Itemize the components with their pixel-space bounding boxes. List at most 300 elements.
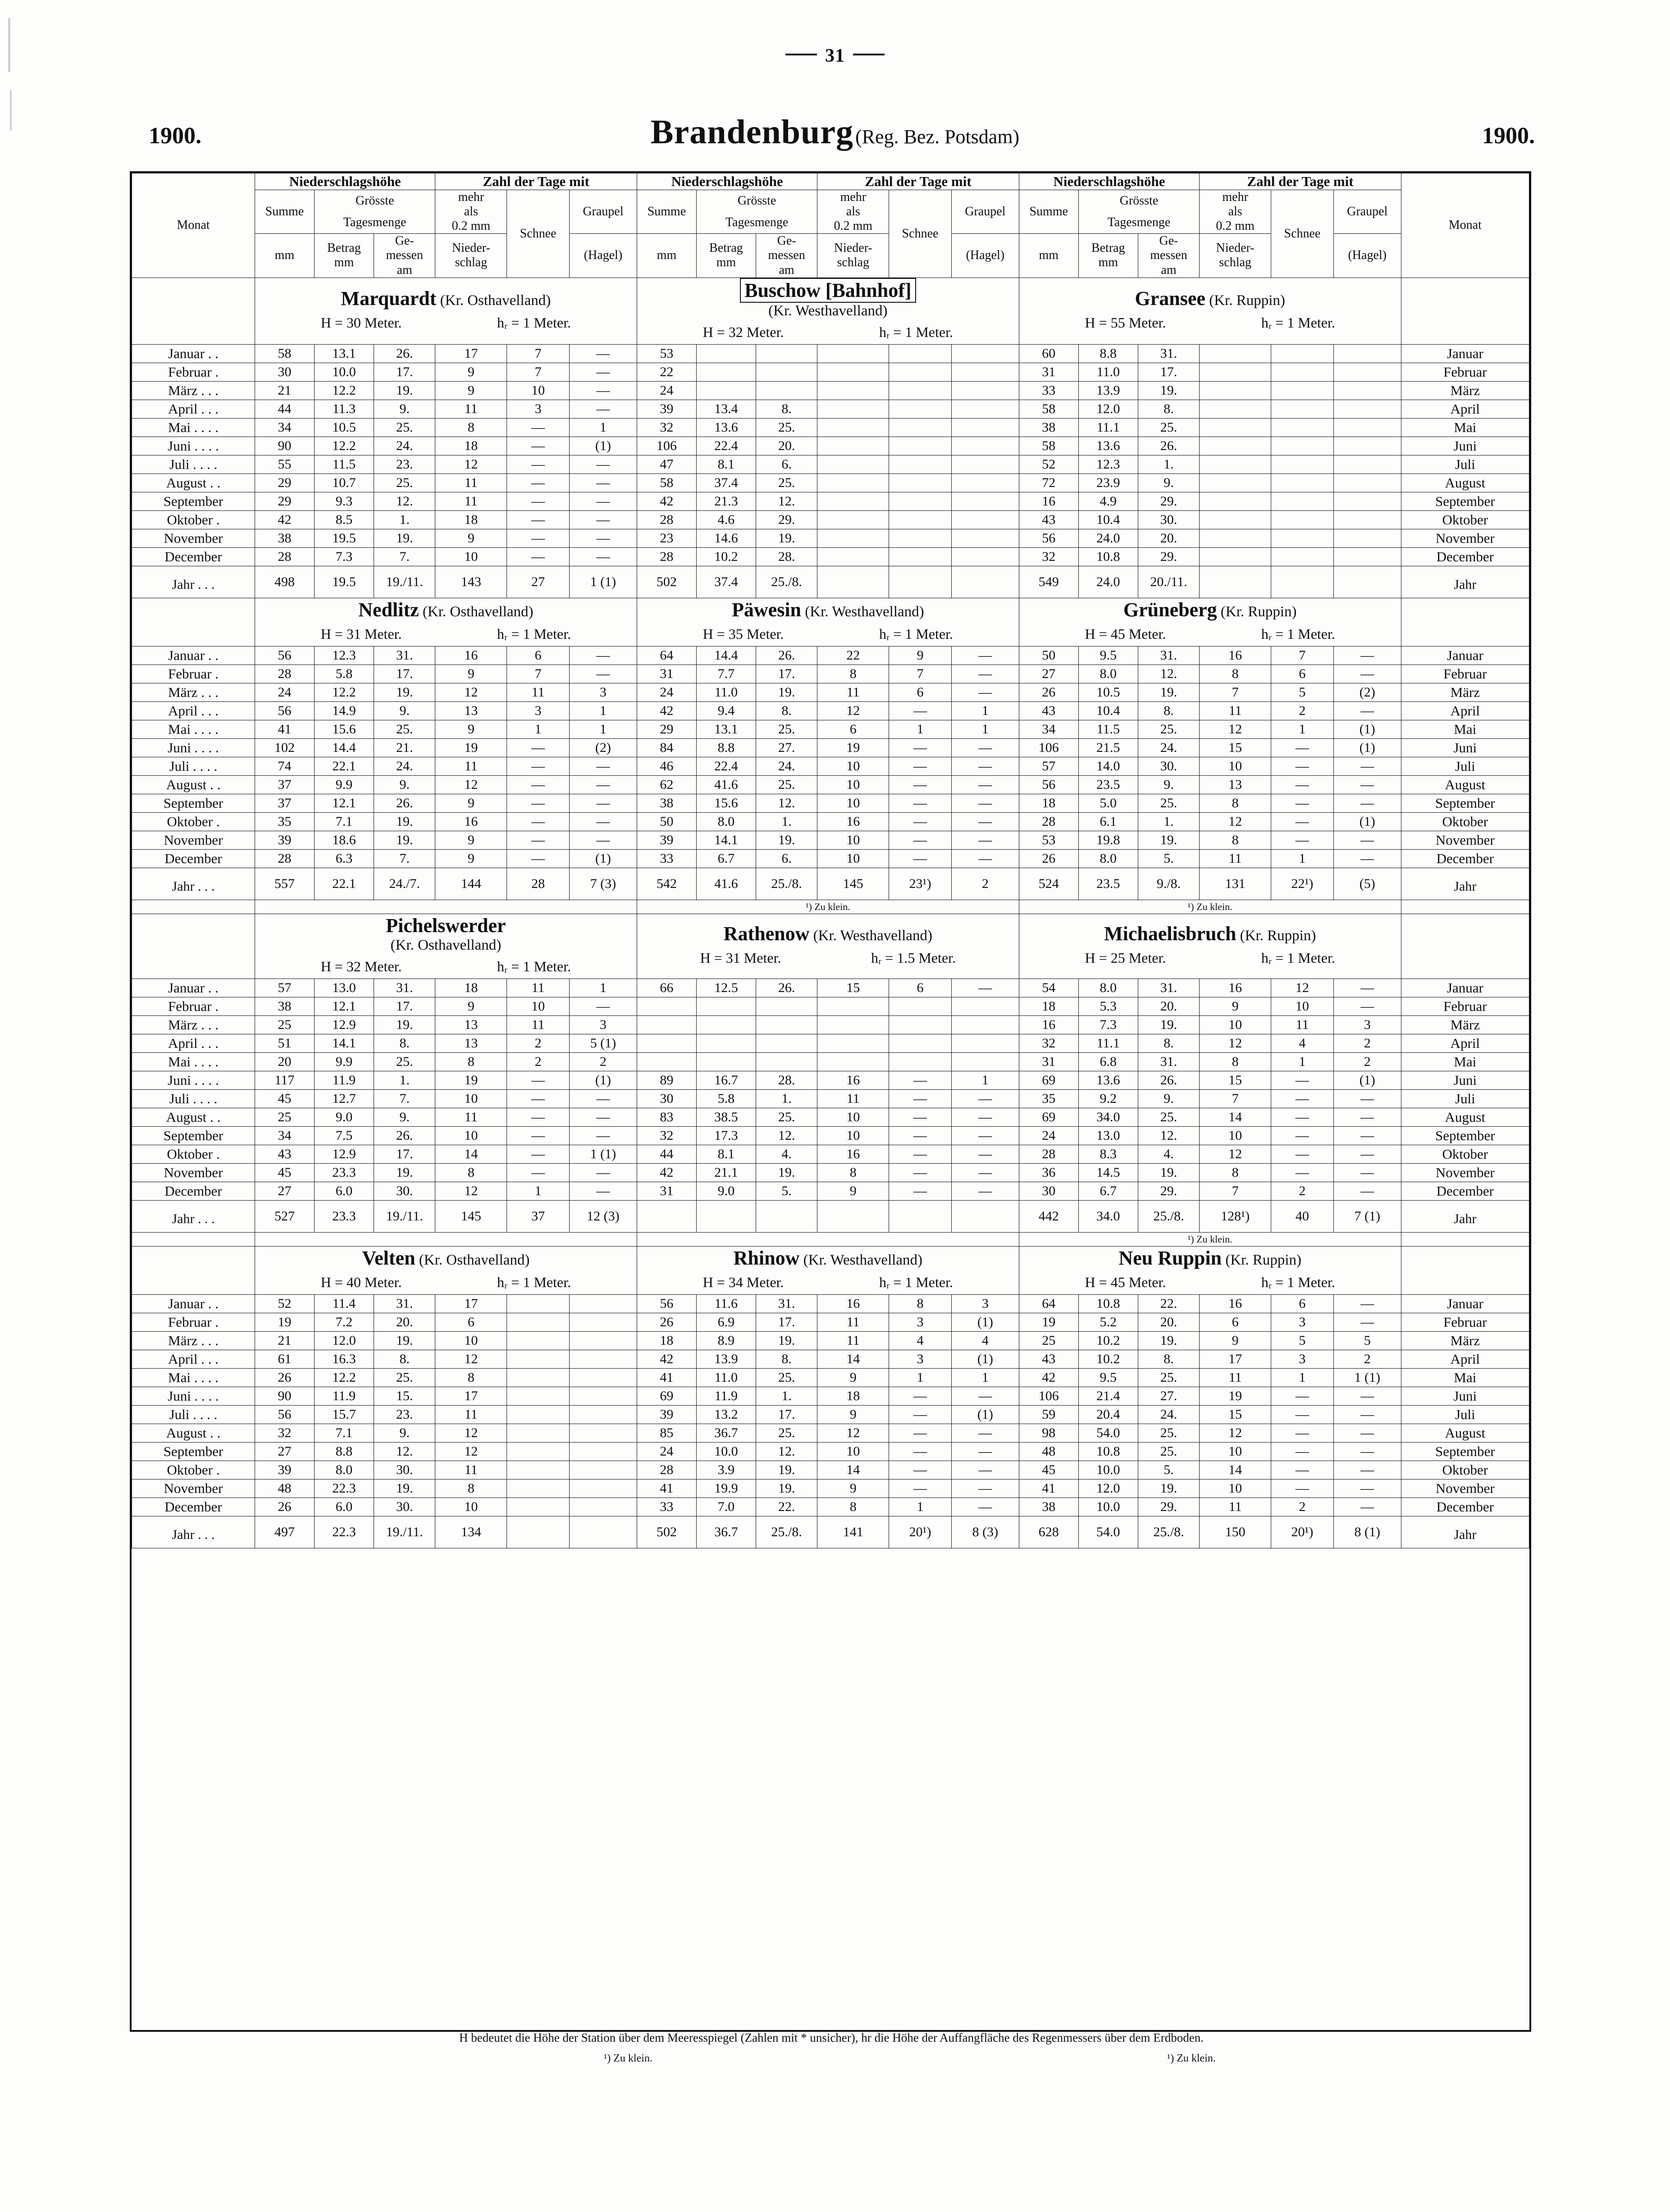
cell-s1-c1: 48 — [255, 1479, 314, 1497]
cell-s2-c3: 19. — [756, 1163, 817, 1182]
cell-s2-c3: 8. — [756, 400, 817, 418]
cell-s1-c1: 26 — [255, 1368, 314, 1387]
cell-s3-c3: 26. — [1138, 1071, 1199, 1089]
station-name-text: Rathenow — [723, 923, 810, 945]
cell-s1-c5: — — [507, 492, 570, 510]
header-betrag-3-label: Betrag — [1091, 241, 1125, 255]
cell-s3-c5: 11 — [1271, 1015, 1334, 1034]
station-altitude: H = 30 Meter. — [320, 314, 402, 331]
cell-s1-c4: 9 — [435, 720, 507, 738]
cell-s1-c3: 9. — [374, 1108, 435, 1126]
cell-s2-c4: 19 — [817, 738, 889, 757]
cell-s2-c6 — [951, 381, 1019, 400]
cell-s3-c6: — — [1333, 1497, 1401, 1516]
header-niederschlag-2 — [817, 234, 889, 278]
station-header-1 — [255, 278, 637, 344]
cell-s1-c1: 29 — [255, 473, 314, 492]
cell-s1-c6: 3 — [569, 683, 637, 701]
cell-s1-c5: 2 — [507, 1052, 570, 1071]
station-header-1 — [255, 914, 637, 979]
cell-s2-c5: — — [889, 1163, 952, 1182]
cell-s2-c3: 28. — [756, 1071, 817, 1089]
cell-s1-c2: 12.2 — [314, 437, 374, 455]
cell-s1-c6: (1) — [569, 849, 637, 868]
station-district: (Kr. Ruppin) — [1217, 603, 1297, 620]
cell-s1-c4: 18 — [435, 510, 507, 529]
header-summe-2: Summe — [637, 190, 696, 234]
header-mehr-3: mehr — [1222, 190, 1248, 204]
cell-s1-c3: 19. — [374, 683, 435, 701]
cell-s2-c4: 10 — [817, 794, 889, 812]
cell-s2-c1 — [637, 1052, 696, 1071]
cell-s2-c6: — — [951, 1182, 1019, 1200]
cell-s1-c6 — [569, 1313, 637, 1331]
cell-s2-c1: 56 — [637, 1294, 696, 1313]
cell-s3-c2: 23.9 — [1078, 473, 1138, 492]
year-cell-s2-c1: 542 — [637, 868, 696, 900]
cell-s1-c5: 7 — [507, 665, 570, 683]
header-mehr-als-3 — [1200, 190, 1271, 234]
cell-s3-c5: — — [1271, 1108, 1334, 1126]
cell-s1-c2: 10.0 — [314, 363, 374, 381]
year-cell-s3-c4 — [1200, 566, 1271, 598]
cell-s1-c1: 29 — [255, 492, 314, 510]
region-name: (Reg. Bez. Potsdam) — [855, 126, 1020, 148]
table-row — [132, 1497, 1529, 1516]
cell-s2-c2: 38.5 — [696, 1108, 756, 1126]
month-label-left: August . . — [132, 1424, 255, 1442]
cell-s3-c2: 24.0 — [1078, 529, 1138, 547]
cell-s2-c4 — [817, 492, 889, 510]
cell-s2-c6 — [951, 1034, 1019, 1052]
year-cell-s3-c2: 23.5 — [1078, 868, 1138, 900]
cell-s1-c2: 22.3 — [314, 1479, 374, 1497]
month-label-right: Juli — [1401, 1405, 1529, 1424]
station-header-3 — [1019, 914, 1401, 979]
cell-s3-c6: — — [1333, 1145, 1401, 1163]
cell-s3-c5: — — [1271, 812, 1334, 831]
header-mm-3 — [1019, 234, 1078, 278]
cell-s2-c1: 31 — [637, 1182, 696, 1200]
footnote-row — [132, 1232, 1529, 1246]
cell-s3-c2: 10.0 — [1078, 1497, 1138, 1516]
cell-s3-c4: 8 — [1200, 665, 1271, 683]
header-als-1: als — [464, 204, 478, 218]
cell-s2-c6: — — [951, 812, 1019, 831]
month-label-left: April . . . — [132, 1034, 255, 1052]
cell-s3-c2: 10.0 — [1078, 1461, 1138, 1479]
cell-s2-c2: 14.4 — [696, 646, 756, 665]
cell-s1-c4: 11 — [435, 492, 507, 510]
cell-s3-c5: — — [1271, 1071, 1334, 1089]
title-row-month-spacer — [132, 1246, 255, 1294]
month-label-right: März — [1401, 1331, 1529, 1350]
month-label-right: März — [1401, 1015, 1529, 1034]
cell-s3-c3: 25. — [1138, 1442, 1199, 1461]
month-label-left: September — [132, 1442, 255, 1461]
cell-s1-c4: 19 — [435, 1071, 507, 1089]
cell-s3-c5 — [1271, 437, 1334, 455]
cell-s2-c5 — [889, 1015, 952, 1034]
cell-s1-c6: — — [569, 997, 637, 1015]
cell-s1-c1: 24 — [255, 683, 314, 701]
title-row-month-spacer — [132, 278, 255, 344]
cell-s3-c2: 10.8 — [1078, 547, 1138, 566]
cell-s2-c6 — [951, 344, 1019, 363]
month-label-right: Januar — [1401, 646, 1529, 665]
cell-s1-c6: — — [569, 492, 637, 510]
cell-s1-c6: — — [569, 1089, 637, 1108]
cell-s1-c3: 17. — [374, 665, 435, 683]
month-label-right: December — [1401, 849, 1529, 868]
station-name — [637, 922, 1019, 945]
cell-s3-c4: 7 — [1200, 1182, 1271, 1200]
cell-s1-c4: 10 — [435, 547, 507, 566]
station-name-text: Velten — [362, 1247, 415, 1269]
cell-s3-c4: 12 — [1200, 812, 1271, 831]
footnote-spacer-right — [1401, 1232, 1529, 1246]
cell-s3-c5: — — [1271, 794, 1334, 812]
cell-s2-c5: 1 — [889, 1368, 952, 1387]
cell-s2-c4: 11 — [817, 1313, 889, 1331]
cell-s3-c2: 9.5 — [1078, 646, 1138, 665]
cell-s1-c1: 30 — [255, 363, 314, 381]
cell-s2-c5: — — [889, 1145, 952, 1163]
station-name — [1019, 287, 1401, 310]
footer-note: H bedeutet die Höhe der Station über dem Meeresspiegel (Zahlen mit * unsicher), hr die Höhe der Auffangfläche des Regenmessers über dem Erdboden. — [459, 2031, 1204, 2044]
station-heights — [255, 1270, 637, 1294]
cell-s3-c2: 13.6 — [1078, 437, 1138, 455]
month-label-left: Juni . . . . — [132, 738, 255, 757]
cell-s2-c6 — [951, 400, 1019, 418]
cell-s1-c3: 19. — [374, 812, 435, 831]
header-graupel-3 — [1333, 190, 1401, 234]
cell-s3-c4: 11 — [1200, 849, 1271, 868]
cell-s3-c5: — — [1271, 1163, 1334, 1182]
station-altitude: H = 34 Meter. — [703, 1274, 784, 1290]
cell-s1-c5: — — [507, 437, 570, 455]
cell-s2-c4: 10 — [817, 1108, 889, 1126]
cell-s2-c1: 28 — [637, 547, 696, 566]
station-altitude: H = 25 Meter. — [1085, 950, 1166, 966]
header-betrag-1 — [314, 234, 374, 278]
cell-s2-c4 — [817, 400, 889, 418]
year-cell-s2-c1: 502 — [637, 1516, 696, 1548]
cell-s3-c1: 33 — [1019, 381, 1078, 400]
cell-s2-c1: 44 — [637, 1145, 696, 1163]
cell-s3-c2: 34.0 — [1078, 1108, 1138, 1126]
cell-s3-c5: — — [1271, 1387, 1334, 1405]
year-cell-s3-c6 — [1333, 566, 1401, 598]
year-cell-s2-c4: 145 — [817, 868, 889, 900]
cell-s3-c5: — — [1271, 1405, 1334, 1424]
cell-s1-c5: 7 — [507, 363, 570, 381]
cell-s3-c5: — — [1271, 1461, 1334, 1479]
cell-s1-c1: 45 — [255, 1163, 314, 1182]
year-cell-s1-c6: 1 (1) — [569, 566, 637, 598]
cell-s1-c2: 13.1 — [314, 344, 374, 363]
month-label-right: März — [1401, 683, 1529, 701]
table-row — [132, 849, 1529, 868]
year-cell-s1-c4: 143 — [435, 566, 507, 598]
station-altitude: H = 31 Meter. — [700, 950, 781, 966]
month-label-right: Februar — [1401, 665, 1529, 683]
cell-s2-c5: — — [889, 794, 952, 812]
cell-s2-c1: 22 — [637, 363, 696, 381]
year-cell-s3-c6: (5) — [1333, 868, 1401, 900]
cell-s3-c1: 31 — [1019, 363, 1078, 381]
cell-s1-c1: 25 — [255, 1015, 314, 1034]
cell-s2-c5: 3 — [889, 1350, 952, 1368]
table-row — [132, 1424, 1529, 1442]
cell-s2-c6: — — [951, 757, 1019, 775]
station-gauge-height: hᵣ = 1 Meter. — [879, 323, 953, 340]
month-label-right: Oktober — [1401, 1145, 1529, 1163]
year-label-right: Jahr — [1401, 1516, 1529, 1548]
cell-s3-c4: 7 — [1200, 1089, 1271, 1108]
cell-s1-c4: 12 — [435, 683, 507, 701]
station-gauge-height: hᵣ = 1 Meter. — [497, 625, 571, 642]
station-name — [1019, 598, 1401, 621]
table-row — [132, 775, 1529, 794]
cell-s3-c6: — — [1333, 701, 1401, 720]
cell-s3-c6: — — [1333, 849, 1401, 868]
year-cell-s2-c6 — [951, 566, 1019, 598]
cell-s3-c2: 10.2 — [1078, 1331, 1138, 1350]
cell-s1-c6 — [569, 1405, 637, 1424]
month-label-left: December — [132, 1497, 255, 1516]
year-cell-s1-c5: 37 — [507, 1200, 570, 1232]
table-row — [132, 720, 1529, 738]
cell-s1-c5 — [507, 1331, 570, 1350]
header-mm-3-label: mm — [1039, 248, 1059, 263]
cell-s1-c6 — [569, 1350, 637, 1368]
cell-s3-c5: 5 — [1271, 683, 1334, 701]
cell-s2-c1: 66 — [637, 979, 696, 997]
cell-s3-c6: 1 (1) — [1333, 1368, 1401, 1387]
cell-s3-c6: — — [1333, 1442, 1401, 1461]
cell-s2-c3: 25. — [756, 1368, 817, 1387]
header-betrag-3 — [1078, 234, 1138, 278]
cell-s3-c1: 28 — [1019, 1145, 1078, 1163]
year-total-row — [132, 868, 1529, 900]
year-left: 1900. — [149, 123, 201, 149]
cell-s1-c3: 21. — [374, 738, 435, 757]
footnote-spacer — [132, 1232, 255, 1246]
table-row — [132, 1126, 1529, 1145]
header-gemessen-1-am: am — [397, 263, 412, 277]
year-label-left: Jahr . . . — [132, 1200, 255, 1232]
cell-s3-c5: 2 — [1271, 701, 1334, 720]
cell-s3-c3: 9. — [1138, 775, 1199, 794]
station-heights — [1019, 310, 1401, 335]
cell-s3-c6: — — [1333, 646, 1401, 665]
cell-s3-c4: 14 — [1200, 1461, 1271, 1479]
header-betrag-2 — [696, 234, 756, 278]
cell-s1-c2: 11.4 — [314, 1294, 374, 1313]
cell-s2-c1: 28 — [637, 510, 696, 529]
year-cell-s1-c3: 19./11. — [374, 1200, 435, 1232]
month-label-right: April — [1401, 400, 1529, 418]
cell-s2-c2 — [696, 381, 756, 400]
cell-s2-c3: 8. — [756, 1350, 817, 1368]
year-cell-s2-c3: 25./8. — [756, 1516, 817, 1548]
cell-s2-c6: — — [951, 979, 1019, 997]
cell-s1-c6: — — [569, 1126, 637, 1145]
month-label-right: Juni — [1401, 738, 1529, 757]
cell-s1-c4: 12 — [435, 1424, 507, 1442]
cell-s3-c1: 30 — [1019, 1182, 1078, 1200]
month-label-left: März . . . — [132, 1331, 255, 1350]
header-nieder-2: Nieder- — [834, 241, 872, 255]
cell-s1-c2: 12.9 — [314, 1015, 374, 1034]
cell-s3-c6 — [1333, 547, 1401, 566]
cell-s3-c2: 9.5 — [1078, 1368, 1138, 1387]
cell-s2-c3: 28. — [756, 547, 817, 566]
cell-s2-c1: 42 — [637, 492, 696, 510]
cell-s1-c6: — — [569, 1163, 637, 1182]
table-row — [132, 455, 1529, 473]
cell-s1-c3: 26. — [374, 794, 435, 812]
rule-right — [853, 54, 885, 55]
month-label-left: September — [132, 492, 255, 510]
cell-s1-c6: 1 — [569, 979, 637, 997]
cell-s1-c3: 19. — [374, 831, 435, 849]
cell-s1-c2: 11.3 — [314, 400, 374, 418]
station-altitude: H = 31 Meter. — [320, 625, 402, 642]
cell-s3-c1: 106 — [1019, 738, 1078, 757]
cell-s1-c2: 14.1 — [314, 1034, 374, 1052]
cell-s3-c2: 12.0 — [1078, 1479, 1138, 1497]
cell-s1-c3: 17. — [374, 997, 435, 1015]
cell-s1-c1: 58 — [255, 344, 314, 363]
cell-s2-c3: 25. — [756, 720, 817, 738]
year-total-row — [132, 566, 1529, 598]
cell-s3-c5: 2 — [1271, 1182, 1334, 1200]
cell-s2-c4: 11 — [817, 1089, 889, 1108]
cell-s3-c4 — [1200, 400, 1271, 418]
cell-s1-c3: 25. — [374, 1368, 435, 1387]
cell-s1-c4: 10 — [435, 1126, 507, 1145]
cell-s3-c4: 17 — [1200, 1350, 1271, 1368]
cell-s3-c4: 6 — [1200, 1313, 1271, 1331]
cell-s2-c2: 5.8 — [696, 1089, 756, 1108]
cell-s1-c1: 19 — [255, 1313, 314, 1331]
cell-s3-c5: — — [1271, 1442, 1334, 1461]
footer-footnote-left: ¹) Zu klein. — [604, 2053, 652, 2064]
cell-s2-c5: — — [889, 701, 952, 720]
cell-s1-c1: 43 — [255, 1145, 314, 1163]
cell-s3-c6: (2) — [1333, 683, 1401, 701]
cell-s1-c4: 10 — [435, 1331, 507, 1350]
month-label-left: November — [132, 1479, 255, 1497]
cell-s2-c6: 1 — [951, 1368, 1019, 1387]
year-cell-s2-c5 — [889, 1200, 952, 1232]
station-heights — [637, 1270, 1019, 1294]
cell-s2-c4: 11 — [817, 683, 889, 701]
table-row — [132, 1052, 1529, 1071]
cell-s1-c3: 12. — [374, 492, 435, 510]
cell-s2-c4 — [817, 437, 889, 455]
year-cell-s1-c2: 19.5 — [314, 566, 374, 598]
cell-s3-c4 — [1200, 381, 1271, 400]
cell-s2-c1: 41 — [637, 1479, 696, 1497]
cell-s3-c5: 2 — [1271, 1497, 1334, 1516]
cell-s3-c4 — [1200, 363, 1271, 381]
station-name — [255, 914, 637, 937]
cell-s2-c1: 30 — [637, 1089, 696, 1108]
cell-s1-c6 — [569, 1424, 637, 1442]
cell-s2-c1: 39 — [637, 400, 696, 418]
cell-s2-c5 — [889, 418, 952, 437]
header-schlag-1: schlag — [455, 255, 488, 270]
cell-s3-c3: 30. — [1138, 757, 1199, 775]
cell-s2-c1: 33 — [637, 849, 696, 868]
footnote-s1 — [255, 1232, 637, 1246]
cell-s1-c4: 12 — [435, 1442, 507, 1461]
cell-s1-c6: 1 — [569, 418, 637, 437]
header-gemessen-2 — [756, 234, 817, 278]
month-label-right: Oktober — [1401, 812, 1529, 831]
cell-s2-c2: 37.4 — [696, 473, 756, 492]
cell-s1-c1: 57 — [255, 979, 314, 997]
year-cell-s2-c5 — [889, 566, 952, 598]
header-graupel-label-2: Graupel — [965, 204, 1006, 218]
cell-s2-c5: — — [889, 757, 952, 775]
cell-s1-c4: 19 — [435, 738, 507, 757]
cell-s3-c4 — [1200, 547, 1271, 566]
cell-s1-c1: 52 — [255, 1294, 314, 1313]
station-gauge-height: hᵣ = 1 Meter. — [1261, 625, 1335, 642]
cell-s2-c3: 26. — [756, 979, 817, 997]
cell-s3-c1: 27 — [1019, 665, 1078, 683]
cell-s2-c4: 9 — [817, 1368, 889, 1387]
cell-s3-c2: 21.5 — [1078, 738, 1138, 757]
month-label-right: September — [1401, 794, 1529, 812]
cell-s3-c1: 43 — [1019, 510, 1078, 529]
cell-s2-c1: 84 — [637, 738, 696, 757]
year-label-left: Jahr . . . — [132, 868, 255, 900]
cell-s2-c4: 16 — [817, 812, 889, 831]
cell-s2-c6: — — [951, 1387, 1019, 1405]
month-label-right: November — [1401, 1163, 1529, 1182]
cell-s1-c4: 9 — [435, 794, 507, 812]
cell-s2-c2: 13.1 — [696, 720, 756, 738]
cell-s2-c2: 11.0 — [696, 1368, 756, 1387]
cell-s3-c3: 29. — [1138, 547, 1199, 566]
cell-s2-c6: — — [951, 1089, 1019, 1108]
table-row — [132, 997, 1529, 1015]
header-groesste-1: Grösste — [314, 190, 435, 212]
cell-s2-c5 — [889, 344, 952, 363]
cell-s3-c2: 10.8 — [1078, 1442, 1138, 1461]
cell-s2-c2: 8.8 — [696, 738, 756, 757]
cell-s3-c4: 16 — [1200, 1294, 1271, 1313]
title-row-month-spacer-right — [1401, 598, 1529, 646]
cell-s1-c3: 9. — [374, 400, 435, 418]
cell-s1-c6: 1 — [569, 720, 637, 738]
cell-s2-c5 — [889, 455, 952, 473]
cell-s3-c5: 7 — [1271, 646, 1334, 665]
cell-s2-c2: 12.5 — [696, 979, 756, 997]
cell-s3-c2: 23.5 — [1078, 775, 1138, 794]
year-cell-s3-c3: 9./8. — [1138, 868, 1199, 900]
station-name-text: Buschow [Bahnhof] — [740, 278, 916, 303]
cell-s1-c2: 7.1 — [314, 1424, 374, 1442]
header-nieder-1: Nieder- — [452, 241, 490, 255]
cell-s2-c1 — [637, 997, 696, 1015]
month-label-right: Februar — [1401, 997, 1529, 1015]
